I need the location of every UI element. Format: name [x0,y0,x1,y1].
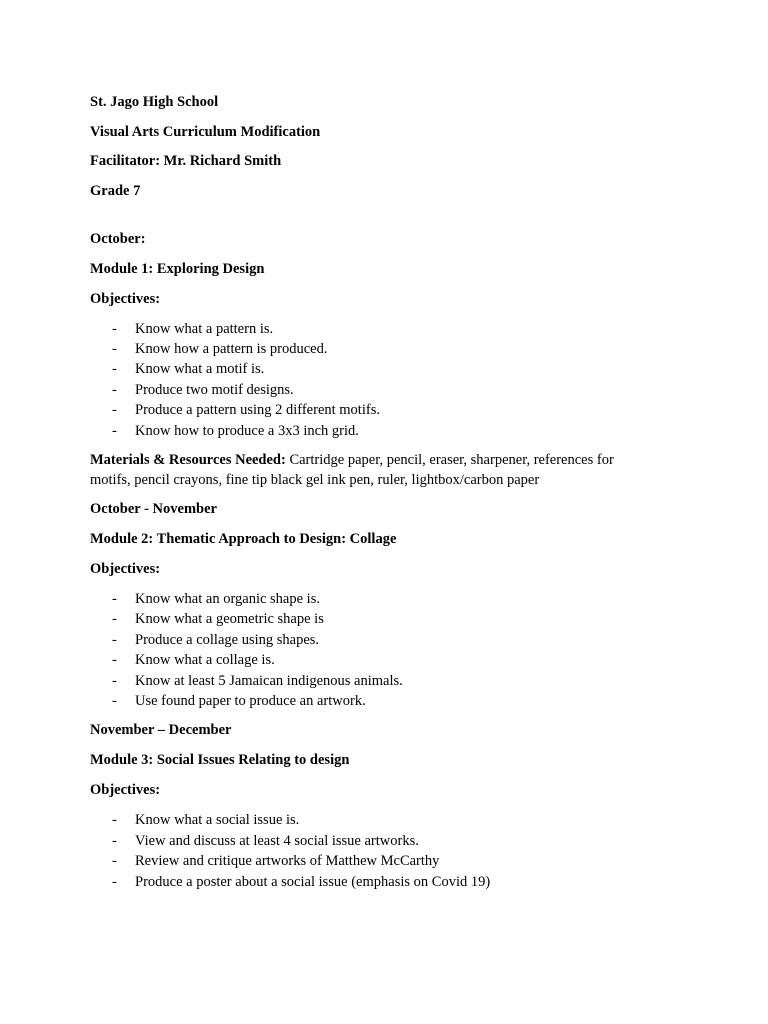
grade: Grade 7 [90,182,141,199]
dash-bullet: - [112,812,117,829]
list-item: - Know what a collage is. [90,650,678,670]
dash-bullet: - [112,320,117,337]
module-1-objectives-label: Objectives: [90,290,161,307]
module-1-title: Module 1: Exploring Design [90,260,265,277]
module-2-objectives-list [90,589,678,711]
dash-bullet: - [112,340,117,357]
materials-text: Cartridge paper, pencil, eraser, sharpener, references for motifs, pencil crayons, fine tip black gel ink pen, ruler, lightbox/carbon paper [90,451,614,488]
module-2-title: Module 2: Thematic Approach to Design: Collage [90,530,397,547]
list-item: - Know what a pattern is. [90,319,678,339]
module-2-objectives-label: Objectives: [90,560,161,577]
module-3-objectives-label: Objectives: [90,782,161,799]
list-item: - Know what a social issue is. [90,810,678,830]
module-3-title: Module 3: Social Issues Relating to design [90,752,350,769]
module-1-materials [90,450,650,490]
dash-bullet: - [112,832,117,849]
dash-bullet: - [112,422,117,439]
list-item: - Produce a collage using shapes. [90,630,678,650]
dash-bullet: - [112,652,117,669]
list-item: - Know what a motif is. [90,359,678,379]
dash-bullet: - [112,692,117,709]
list-item: - Know what an organic shape is. [90,589,678,609]
list-item: - Know how to produce a 3x3 inch grid. [90,421,678,441]
list-item: - Use found paper to produce an artwork. [90,691,678,711]
list-item: - Produce two motif designs. [90,380,678,400]
module-1-objectives-list [90,319,678,441]
list-item: - Review and critique artworks of Matthew McCarthy [90,851,678,871]
list-item: - Produce a poster about a social issue (emphasis on Covid 19) [90,872,678,892]
dash-bullet: - [112,853,117,870]
materials-label: Materials & Resources Needed: [90,451,286,468]
dash-bullet: - [112,631,117,648]
school-name: St. Jago High School [90,94,219,110]
dash-bullet: - [112,672,117,689]
list-item: - Know at least 5 Jamaican indigenous animals. [90,671,678,691]
dash-bullet: - [112,361,117,378]
list-item: - View and discuss at least 4 social issue artworks. [90,831,678,851]
dash-bullet: - [112,873,117,890]
facilitator: Facilitator: Mr. Richard Smith [90,153,282,169]
list-item: - Know what a geometric shape is [90,609,678,629]
module-1-period: October: [90,230,146,247]
dash-bullet: - [112,402,117,419]
document-title: Visual Arts Curriculum Modification [90,123,321,140]
list-item: - Produce a pattern using 2 different motifs. [90,400,678,420]
list-item: - Know how a pattern is produced. [90,339,678,359]
module-3-objectives-list [90,810,678,892]
module-3-period: November – December [90,722,232,739]
module-2-period: October - November [90,500,217,517]
dash-bullet: - [112,381,117,398]
dash-bullet: - [112,590,117,607]
dash-bullet: - [112,611,117,628]
